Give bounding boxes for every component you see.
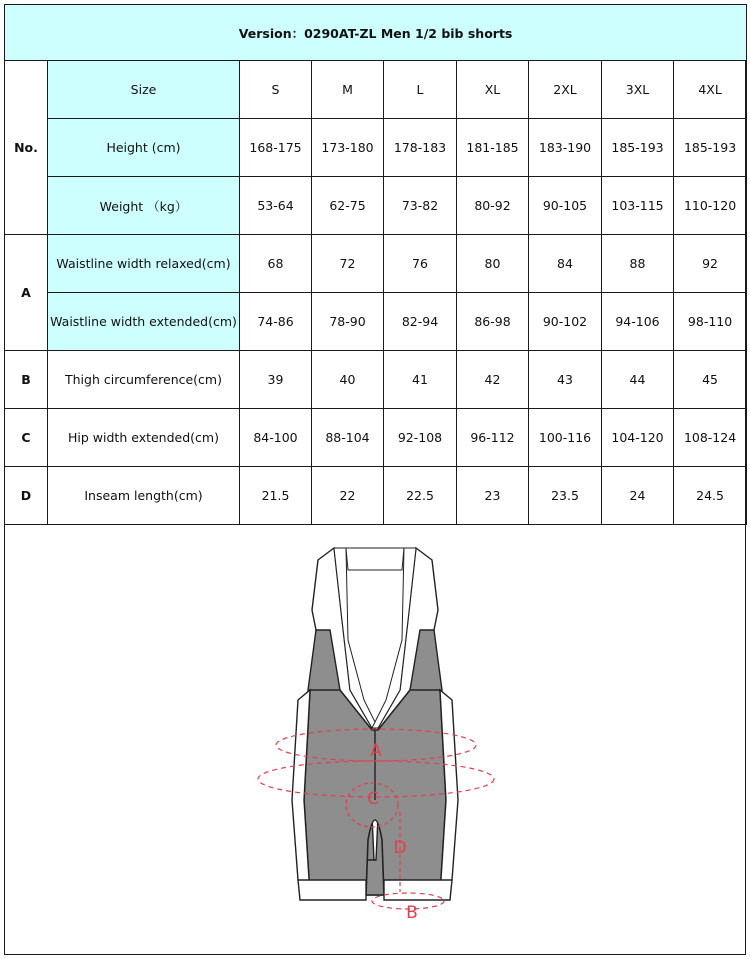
table-row-thigh <box>5 351 747 409</box>
table-cell: 88 <box>602 235 674 293</box>
group-label-no: No. <box>5 61 48 235</box>
table-cell: 62-75 <box>312 177 384 235</box>
row-label-hip: Hip width extended(cm) <box>48 409 240 467</box>
table-cell: 82-94 <box>384 293 457 351</box>
table-cell: 22 <box>312 467 384 525</box>
table-cell: 108-124 <box>674 409 747 467</box>
right-leg-cuff <box>384 880 452 900</box>
group-label-d: D <box>5 467 48 525</box>
table-cell: 74-86 <box>240 293 312 351</box>
size-header: 4XL <box>674 61 747 119</box>
table-row-waist-extended <box>5 293 747 351</box>
table-cell: 76 <box>384 235 457 293</box>
table-cell: 42 <box>457 351 529 409</box>
table-cell: 178-183 <box>384 119 457 177</box>
table-cell: 173-180 <box>312 119 384 177</box>
row-label-waist-extended: Waistline width extended(cm) <box>48 293 240 351</box>
table-cell: 80 <box>457 235 529 293</box>
group-label-c: C <box>5 409 48 467</box>
table-cell: 168-175 <box>240 119 312 177</box>
marker-b: B <box>406 903 418 923</box>
table-cell: 72 <box>312 235 384 293</box>
table-cell: 68 <box>240 235 312 293</box>
row-label-thigh: Thigh circumference(cm) <box>48 351 240 409</box>
table-cell: 92 <box>674 235 747 293</box>
group-label-b: B <box>5 351 48 409</box>
table-cell: 22.5 <box>384 467 457 525</box>
table-cell: 40 <box>312 351 384 409</box>
bib-shorts-measurement-diagram <box>0 528 750 959</box>
table-cell: 53-64 <box>240 177 312 235</box>
table-row-height <box>5 119 747 177</box>
left-leg-cuff <box>298 880 366 900</box>
table-cell: 86-98 <box>457 293 529 351</box>
row-label-height: Height (cm) <box>48 119 240 177</box>
table-cell: 103-115 <box>602 177 674 235</box>
table-cell: 23.5 <box>529 467 602 525</box>
back-strap <box>346 548 404 570</box>
table-cell: 92-108 <box>384 409 457 467</box>
group-label-a: A <box>5 235 48 351</box>
row-label-size: Size <box>48 61 240 119</box>
table-row-weight <box>5 177 747 235</box>
table-cell: 181-185 <box>457 119 529 177</box>
table-cell: 185-193 <box>602 119 674 177</box>
table-cell: 183-190 <box>529 119 602 177</box>
marker-c: C <box>367 789 379 809</box>
table-cell: 100-116 <box>529 409 602 467</box>
table-cell: 88-104 <box>312 409 384 467</box>
size-chart-table <box>4 4 747 525</box>
table-cell: 43 <box>529 351 602 409</box>
size-header: 2XL <box>529 61 602 119</box>
table-cell: 41 <box>384 351 457 409</box>
table-cell: 185-193 <box>674 119 747 177</box>
chart-title: Version：0290AT-ZL Men 1/2 bib shorts <box>5 5 747 61</box>
table-cell: 24 <box>602 467 674 525</box>
size-header: 3XL <box>602 61 674 119</box>
table-cell: 23 <box>457 467 529 525</box>
table-cell: 45 <box>674 351 747 409</box>
table-cell: 98-110 <box>674 293 747 351</box>
table-row-inseam <box>5 467 747 525</box>
table-row-waist-relaxed <box>5 235 747 293</box>
row-label-weight: Weight （kg） <box>48 177 240 235</box>
table-cell: 80-92 <box>457 177 529 235</box>
table-cell: 73-82 <box>384 177 457 235</box>
table-cell: 104-120 <box>602 409 674 467</box>
row-label-waist-relaxed: Waistline width relaxed(cm) <box>48 235 240 293</box>
table-cell: 94-106 <box>602 293 674 351</box>
table-cell: 21.5 <box>240 467 312 525</box>
marker-a: A <box>370 741 382 761</box>
table-row-size <box>5 61 747 119</box>
table-cell: 24.5 <box>674 467 747 525</box>
size-header: S <box>240 61 312 119</box>
table-cell: 84 <box>529 235 602 293</box>
table-row-hip <box>5 409 747 467</box>
size-header: L <box>384 61 457 119</box>
table-cell: 84-100 <box>240 409 312 467</box>
marker-d: D <box>393 838 407 858</box>
table-cell: 90-102 <box>529 293 602 351</box>
table-cell: 44 <box>602 351 674 409</box>
size-header: XL <box>457 61 529 119</box>
table-cell: 39 <box>240 351 312 409</box>
table-cell: 96-112 <box>457 409 529 467</box>
size-header: M <box>312 61 384 119</box>
row-label-inseam: Inseam length(cm) <box>48 467 240 525</box>
table-cell: 78-90 <box>312 293 384 351</box>
table-cell: 110-120 <box>674 177 747 235</box>
table-cell: 90-105 <box>529 177 602 235</box>
